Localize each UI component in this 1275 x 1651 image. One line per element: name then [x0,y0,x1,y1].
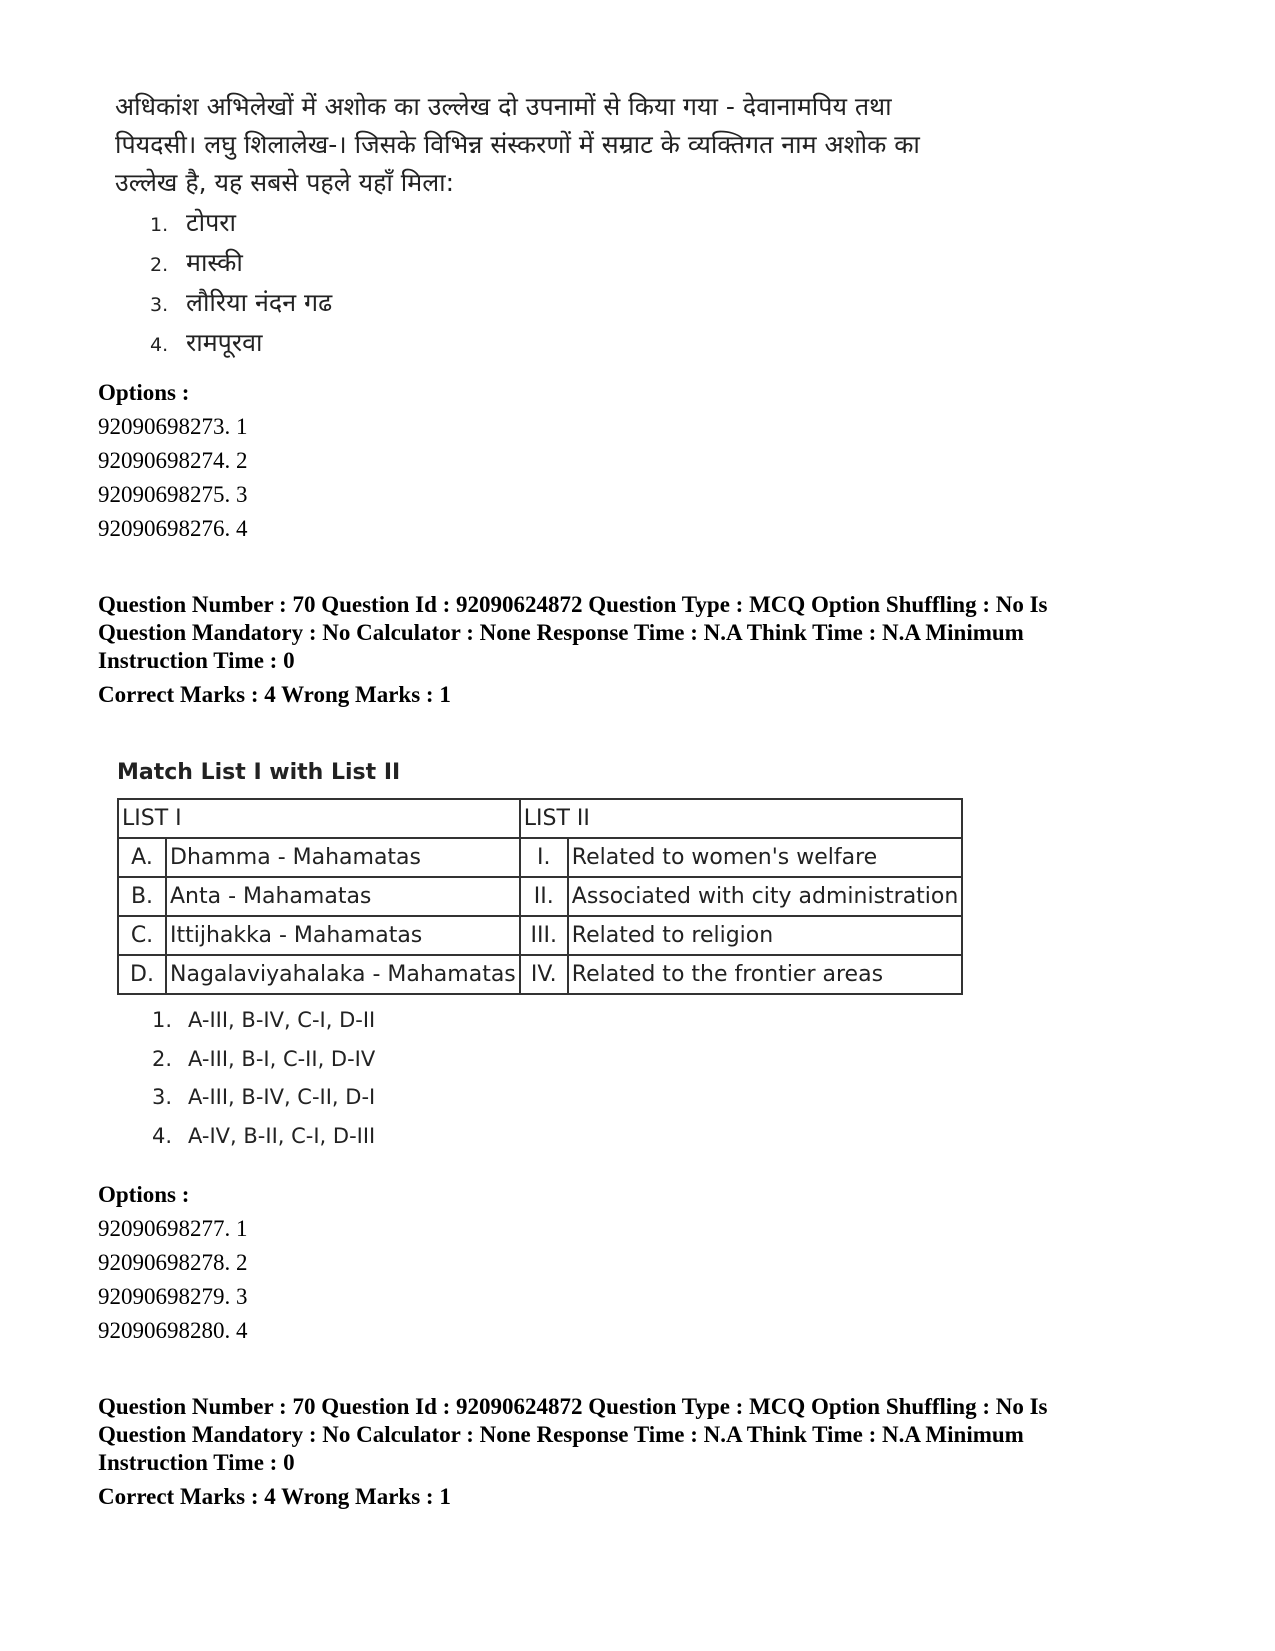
question-text-line: पियदसी। लघु शिलालेख-। जिसके विभिन्न संस्करणों में सम्राट के व्यक्तिगत नाम अशोक का [115,130,920,159]
table-row [118,877,962,916]
row-letter: D. [118,955,166,994]
question-text-line: अधिकांश अभिलेखों में अशोक का उल्लेख दो उपनामों से किया गया - देवानामपिय तथा [115,92,892,121]
list-2-header: LIST II [520,799,963,838]
question-2-options [98,1178,248,1348]
choice-text: A-III, B-I, C-II, D-IV [188,1046,376,1071]
row-roman: III. [520,916,568,955]
choice-number: 3. [150,294,169,316]
choice-text: A-IV, B-II, C-I, D-III [188,1123,376,1148]
option-line: 92090698274. 2 [98,448,248,473]
question-1-options [98,376,248,546]
choice-text: मास्की [186,248,243,277]
choice-item [150,284,332,324]
choice-number: 2. [150,254,169,276]
list-1-item: Dhamma - Mahamatas [166,838,520,877]
list-1-item: Nagalaviyahalaka - Mahamatas [166,955,520,994]
choice-item [150,324,332,364]
choice-item [152,1078,375,1117]
option-line: 92090698277. 1 [98,1216,248,1241]
list-2-item: Associated with city administration [568,877,963,916]
choice-item [152,1001,375,1040]
option-line: 92090698273. 1 [98,414,248,439]
choice-text: टोपरा [186,208,236,237]
choice-number: 3. [152,1085,173,1109]
row-roman: I. [520,838,568,877]
options-heading: Options : [98,380,190,405]
question-2-choices [152,1001,375,1155]
list-2-item: Related to religion [568,916,963,955]
meta-line: Question Mandatory : No Calculator : None Response Time : N.A Think Time : N.A Minimum [98,1422,1024,1447]
choice-item [150,204,332,244]
question-1-text [115,88,965,202]
question-meta-1 [98,591,1198,709]
choice-text: A-III, B-IV, C-I, D-II [188,1008,376,1032]
list-2-item: Related to women's welfare [568,838,963,877]
choice-text: लौरिया नंदन गढ [186,288,333,317]
row-roman: II. [520,877,568,916]
table-row [118,955,962,994]
choice-item [150,244,332,284]
row-roman: IV. [520,955,568,994]
meta-line: Question Mandatory : No Calculator : None Response Time : N.A Think Time : N.A Minimum [98,620,1024,645]
question-text-line: उल्लेख है, यह सबसे पहले यहाँ मिला: [115,168,455,197]
meta-line: Question Number : 70 Question Id : 92090624872 Question Type : MCQ Option Shuffling : No Is [98,592,1048,617]
list-1-item: Ittijhakka - Mahamatas [166,916,520,955]
choice-number: 4. [150,334,169,356]
question-1-choices [150,204,332,364]
row-letter: A. [118,838,166,877]
meta-line: Instruction Time : 0 [98,1450,295,1475]
table-row [118,916,962,955]
meta-line: Instruction Time : 0 [98,648,295,673]
option-line: 92090698278. 2 [98,1250,248,1275]
marks-line: Correct Marks : 4 Wrong Marks : 1 [98,682,451,707]
row-letter: C. [118,916,166,955]
list-2-item: Related to the frontier areas [568,955,963,994]
table-row [118,838,962,877]
choice-number: 1. [150,214,169,236]
option-line: 92090698279. 3 [98,1284,248,1309]
list-1-item: Anta - Mahamatas [166,877,520,916]
table-header-row [118,799,962,838]
choice-number: 4. [152,1123,173,1148]
list-1-header: LIST I [118,799,520,838]
choice-item [152,1117,375,1156]
options-heading: Options : [98,1182,190,1207]
option-line: 92090698276. 4 [98,516,248,541]
choice-text: रामपूरवा [186,328,263,357]
question-meta-2 [98,1393,1198,1511]
marks-line: Correct Marks : 4 Wrong Marks : 1 [98,1484,451,1509]
match-table [117,798,963,995]
choice-item [152,1040,375,1079]
choice-number: 1. [152,1008,173,1032]
choice-number: 2. [152,1046,173,1071]
meta-line: Question Number : 70 Question Id : 92090624872 Question Type : MCQ Option Shuffling : No Is [98,1394,1048,1419]
row-letter: B. [118,877,166,916]
match-title: Match List I with List II [117,760,401,785]
option-line: 92090698280. 4 [98,1318,248,1343]
choice-text: A-III, B-IV, C-II, D-I [188,1085,376,1109]
option-line: 92090698275. 3 [98,482,248,507]
